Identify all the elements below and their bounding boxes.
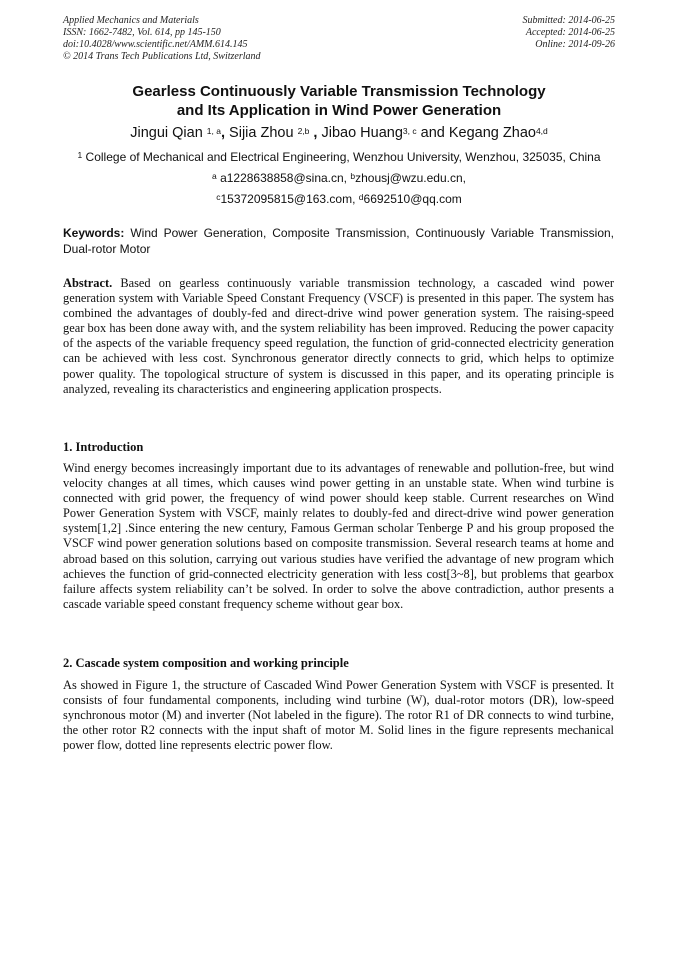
copyright-line: © 2014 Trans Tech Publications Ltd, Switzerland: [63, 51, 261, 62]
author-separator: ,: [313, 125, 318, 141]
author-separator: and: [420, 125, 445, 141]
issn-line: ISSN: 1662-7482, Vol. 614, pp 145-150: [63, 27, 221, 38]
doi-line: doi:10.4028/www.scientific.net/AMM.614.145: [63, 39, 248, 50]
journal-header: [63, 15, 261, 63]
email-text: 15372095815@163.com,: [220, 192, 359, 206]
accepted-date: Accepted: 2014-06-25: [525, 27, 615, 38]
email-text: zhousj@wzu.edu.cn,: [355, 171, 466, 185]
section-heading: 1. Introduction: [63, 440, 144, 454]
email-mark: c: [216, 192, 221, 202]
keywords-label: Keywords:: [63, 226, 125, 240]
keywords-text: Wind Power Generation, Composite Transmission, Continuously Variable Transmission, Dual-rotor Motor: [63, 226, 614, 256]
author-affiliation-mark: 4,d: [535, 126, 548, 136]
email-mark: a: [211, 171, 217, 181]
author-name: Kegang Zhao: [448, 125, 536, 141]
submitted-date: Submitted: 2014-06-25: [522, 15, 615, 26]
abstract-text: Based on gearless continuously variable transmission technology, a cascaded wind power generation system with Variable Speed Constant Frequency (VSCF) is presented in this paper. The system has combined the advantages of doubly-fed and direct-drive wind power generation system. The raising-speed gear box has been done away with, and the system reliability has been improved. Reducing the power capacity of the aspects of the variable frequency speed regulation, the function of grid-connected electricity generation can be achieved with less cost. Synchronous generator directly connects to grid, which helps to optimize power quality. The topological structure of system is discussed in this paper, and its operating principle is analyzed, revealing its characteristics and engineering application prospects.: [63, 276, 614, 396]
email-line-2: [40, 192, 638, 207]
abstract-block: [63, 276, 614, 397]
email-line-1: [40, 171, 638, 186]
author-affiliation-mark: 1, a: [206, 126, 221, 136]
affiliation-mark: 1: [77, 150, 83, 160]
email-text: 6692510@qq.com: [363, 192, 462, 206]
author-affiliation-mark: 3, c: [402, 126, 417, 136]
introduction-paragraph: Wind energy becomes increasingly important due to its advantages of renewable and pollution-free, but wind velocity changes at all times, which causes wind power getting in an unstable state. When wind turbine is connected with grid power, the frequency of wind power should keep stable. Current researches on Wind Power Generation System with VSCF, mainly relates to doubly-fed and direct-drive wind power generation system[1,2] .Since entering the new century, Famous German scholar Tenberge P and his group proposed the VSCF wind power generation solutions based on composite transmission. Several research teams at home and abroad based on this solution, carrying out various studies have verified the advantage of new program which achieves the function of grid-connected electricity generation with less cost[3~8], but problems that gearbox failure affects system reliability can’t be solved. In order to solve the above contradiction, author presents a cascade variable speed constant frequency scheme without gear box.: [63, 461, 614, 611]
affiliation-text: College of Mechanical and Electrical Engineering, Wenzhou University, Wenzhou, 325035, China: [85, 150, 601, 164]
online-date: Online: 2014-09-26: [535, 39, 615, 50]
abstract-label: Abstract.: [63, 276, 113, 290]
email-mark: b: [350, 171, 356, 181]
author-name: Jibao Huang: [321, 125, 403, 141]
section-heading: 2. Cascade system composition and working principle: [63, 656, 349, 670]
keywords-block: [63, 226, 614, 257]
journal-name: Applied Mechanics and Materials: [63, 15, 199, 26]
affiliation: [40, 150, 638, 165]
author-list: [40, 124, 638, 142]
author-name: Jingui Qian: [130, 125, 203, 141]
email-text: a1228638858@sina.cn,: [220, 171, 351, 185]
author-affiliation-mark: 2,b: [297, 126, 310, 136]
title-line-1: Gearless Continuously Variable Transmission Technology: [132, 83, 546, 100]
email-mark: d: [358, 192, 364, 202]
author-separator: ,: [220, 125, 226, 141]
section2-paragraph: As showed in Figure 1, the structure of Cascaded Wind Power Generation System with VSCF is presented. It consists of four fundamental components, including wind turbine (W), dual-rotor motors (DR), low-speed synchronous motor (M) and inverter (Not labeled in the figure). The rotor R1 of DR connects to wind turbine, the other rotor R2 connects with the input shaft of motor M. Solid lines in the figure represents mechanical power flow, dotted line represents electric power flow.: [63, 678, 614, 753]
dates-header: [523, 15, 616, 51]
paper-title: [40, 82, 638, 120]
author-name: Sijia Zhou: [229, 125, 294, 141]
title-line-2: and Its Application in Wind Power Generation: [176, 102, 502, 119]
